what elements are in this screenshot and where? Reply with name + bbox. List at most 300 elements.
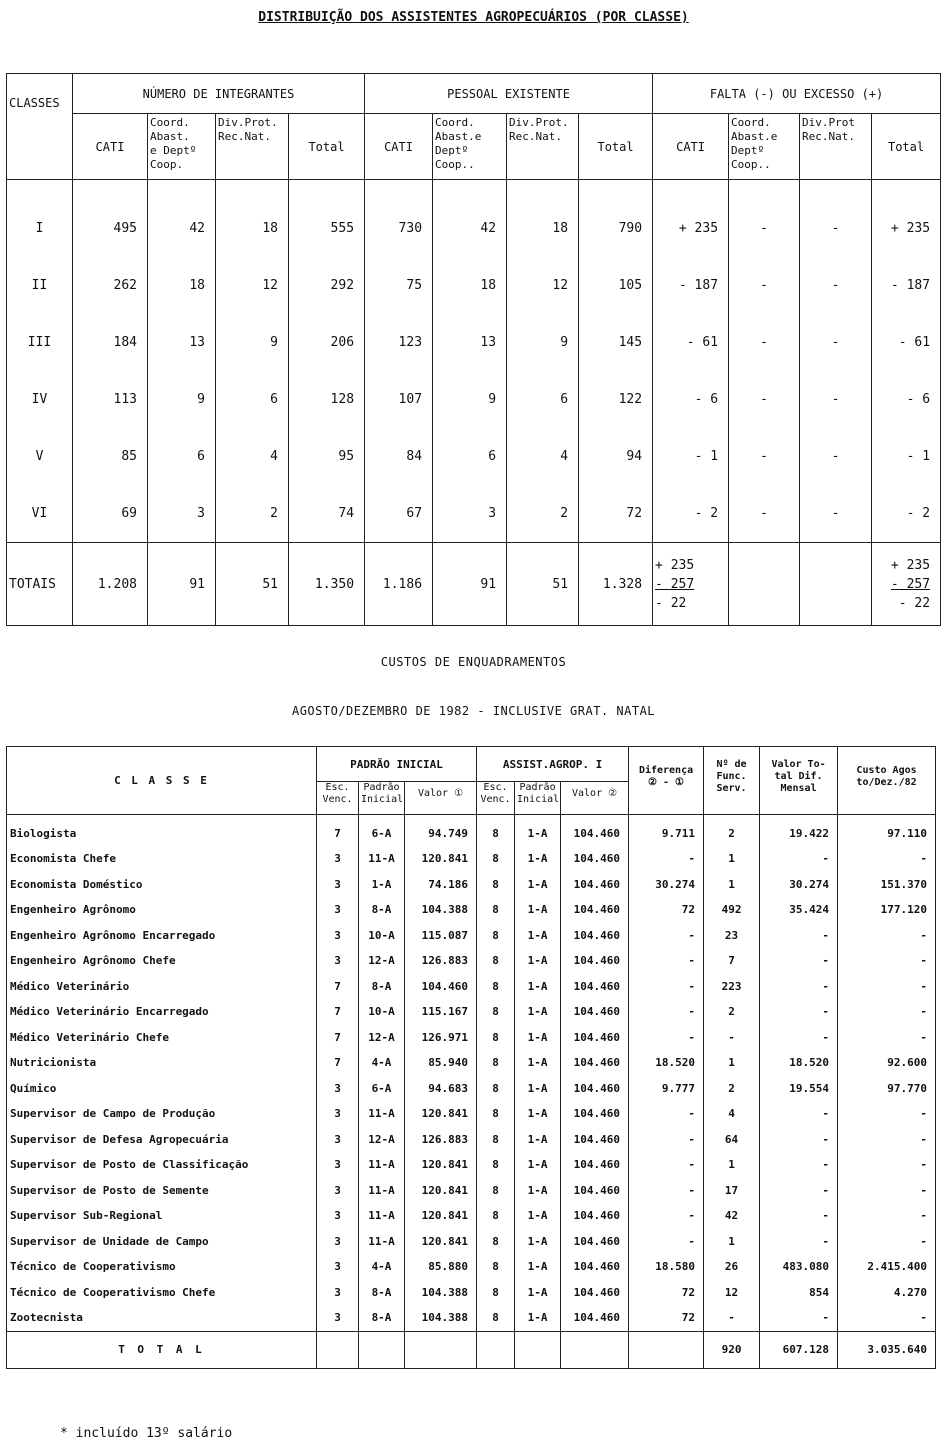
- table-cell: 495: [73, 180, 148, 258]
- table-cell: 11-A: [359, 846, 405, 872]
- period-title: AGOSTO/DEZEMBRO DE 1982 - INCLUSIVE GRAT. NATAL: [291, 704, 656, 718]
- table-cell: -: [838, 923, 936, 949]
- table-cell: 120.841: [405, 1203, 477, 1229]
- table-cell: 2: [704, 814, 760, 846]
- table-cell: 1-A: [515, 1025, 561, 1051]
- sub-total-2: Total: [579, 114, 653, 180]
- table-cell: 120.841: [405, 1152, 477, 1178]
- table-cell: 1-A: [515, 1229, 561, 1255]
- table-cell: 84: [365, 428, 433, 485]
- sub-cati-3: CATI: [653, 114, 729, 180]
- table-cell: 85.940: [405, 1050, 477, 1076]
- table-cell: 104.460: [561, 1127, 629, 1153]
- table-cell: 8-A: [359, 974, 405, 1000]
- table-cell: 94.749: [405, 814, 477, 846]
- table-cell: - 1: [653, 428, 729, 485]
- table-cell: + 235: [872, 180, 941, 258]
- table-cell: 42: [433, 180, 507, 258]
- table-row: [7, 974, 936, 1000]
- table-cell: 115.087: [405, 923, 477, 949]
- table-cell: 104.388: [405, 1305, 477, 1331]
- table-cell: 18: [507, 180, 579, 258]
- sub-div-2: Div.Prot. Rec.Nat.: [507, 114, 579, 180]
- totals-cell: 51: [216, 543, 289, 626]
- table-cell: 104.388: [405, 1280, 477, 1306]
- table-cell: -: [838, 1229, 936, 1255]
- table-row: [7, 897, 936, 923]
- table-cell: 8: [477, 1127, 515, 1153]
- sub-coord-3: Coord. Abast.e Deptº Coop..: [729, 114, 800, 180]
- table-cell: 104.460: [561, 1101, 629, 1127]
- table-cell: 2: [704, 999, 760, 1025]
- table-cell: 3: [317, 1076, 359, 1102]
- table-row: [7, 999, 936, 1025]
- table-cell: -: [629, 1178, 704, 1204]
- table-cell: 104.460: [561, 974, 629, 1000]
- totals-cell: + 235 - 257 - 22: [872, 543, 941, 626]
- table-cell: - 187: [872, 257, 941, 314]
- table-cell: 8: [477, 846, 515, 872]
- distribution-table: [6, 73, 941, 626]
- total-cell: [317, 1331, 359, 1368]
- table-cell: 8: [477, 974, 515, 1000]
- table-cell: 1: [704, 1050, 760, 1076]
- table-cell: -: [629, 948, 704, 974]
- classe-header: C L A S S E: [7, 747, 317, 815]
- table-cell: 8-A: [359, 1280, 405, 1306]
- table-cell: 67: [365, 485, 433, 543]
- table-cell: 12-A: [359, 948, 405, 974]
- totals-row: [7, 543, 941, 626]
- table-cell: 12: [507, 257, 579, 314]
- table-cell: III: [7, 314, 73, 371]
- totals-cell: + 235 - 257 - 22: [653, 543, 729, 626]
- classe-name: Supervisor de Campo de Produção: [7, 1101, 317, 1127]
- table-cell: 3: [317, 1127, 359, 1153]
- assist-header: ASSIST.AGROP. I: [477, 747, 629, 782]
- table-cell: 11-A: [359, 1152, 405, 1178]
- table-cell: 23: [704, 923, 760, 949]
- totals-cell: TOTAIS: [7, 543, 73, 626]
- table-cell: 104.460: [561, 923, 629, 949]
- totals-cell: 1.186: [365, 543, 433, 626]
- sub-coord: Coord. Abast. e Deptº Coop.: [148, 114, 216, 180]
- table-cell: 7: [317, 1050, 359, 1076]
- classe-name: Químico: [7, 1076, 317, 1102]
- table-cell: 18.520: [629, 1050, 704, 1076]
- table-cell: 1-A: [515, 999, 561, 1025]
- table-cell: -: [760, 974, 838, 1000]
- table-cell: 1-A: [515, 948, 561, 974]
- table-cell: 7: [317, 974, 359, 1000]
- table-cell: 3: [148, 485, 216, 543]
- total-cell: [477, 1331, 515, 1368]
- table-cell: 3: [317, 1178, 359, 1204]
- table-cell: 6: [216, 371, 289, 428]
- table-cell: II: [7, 257, 73, 314]
- table-cell: I: [7, 180, 73, 258]
- table-cell: 85.880: [405, 1254, 477, 1280]
- sub-total-3: Total: [872, 114, 941, 180]
- table-cell: 104.460: [561, 948, 629, 974]
- table-cell: 104.460: [561, 1229, 629, 1255]
- table-cell: -: [629, 1101, 704, 1127]
- table-cell: - 187: [653, 257, 729, 314]
- table-cell: 104.460: [561, 1305, 629, 1331]
- table-cell: 1-A: [515, 1203, 561, 1229]
- table-cell: 1: [704, 872, 760, 898]
- table-cell: - 61: [872, 314, 941, 371]
- table-cell: 3: [317, 1229, 359, 1255]
- table-cell: -: [760, 1127, 838, 1153]
- table-cell: 13: [148, 314, 216, 371]
- classe-name: Engenheiro Agrônomo Encarregado: [7, 923, 317, 949]
- table-cell: 1-A: [515, 897, 561, 923]
- table-cell: 6-A: [359, 1076, 405, 1102]
- table-cell: 113: [73, 371, 148, 428]
- table-cell: 9: [433, 371, 507, 428]
- table-cell: 11-A: [359, 1203, 405, 1229]
- table-row: [7, 846, 936, 872]
- table-cell: 8: [477, 1152, 515, 1178]
- table-row: [7, 485, 941, 543]
- table-cell: -: [729, 314, 800, 371]
- table-cell: -: [629, 1229, 704, 1255]
- table-cell: 8: [477, 999, 515, 1025]
- table-cell: 1-A: [515, 1254, 561, 1280]
- table-cell: -: [729, 371, 800, 428]
- table-cell: 292: [289, 257, 365, 314]
- table-cell: 1-A: [515, 974, 561, 1000]
- table-cell: 128: [289, 371, 365, 428]
- table-cell: -: [760, 1178, 838, 1204]
- table-cell: 85: [73, 428, 148, 485]
- table-cell: -: [838, 999, 936, 1025]
- table-cell: 122: [579, 371, 653, 428]
- table-cell: -: [760, 1229, 838, 1255]
- table-cell: 3: [433, 485, 507, 543]
- sub-total: Total: [289, 114, 365, 180]
- table-cell: -: [629, 923, 704, 949]
- main-title: DISTRIBUIÇÃO DOS ASSISTENTES AGROPECUÁRIOS (POR CLASSE): [258, 10, 689, 25]
- valor-total-header: Valor To- tal Dif. Mensal: [760, 747, 838, 815]
- table-cell: 1-A: [359, 872, 405, 898]
- table-cell: -: [629, 999, 704, 1025]
- classes-header: CLASSES: [7, 74, 73, 180]
- table-cell: - 6: [872, 371, 941, 428]
- table-row: [7, 428, 941, 485]
- table-cell: 97.110: [838, 814, 936, 846]
- table-cell: -: [760, 1025, 838, 1051]
- table-cell: 30.274: [760, 872, 838, 898]
- table-cell: 72: [629, 1305, 704, 1331]
- padrao-header: PADRÃO INICIAL: [317, 747, 477, 782]
- table-cell: 177.120: [838, 897, 936, 923]
- table-cell: -: [838, 974, 936, 1000]
- table-cell: 2: [216, 485, 289, 543]
- table-cell: 104.460: [561, 1050, 629, 1076]
- table-cell: -: [760, 1305, 838, 1331]
- table-cell: -: [800, 428, 872, 485]
- table-cell: 2: [704, 1076, 760, 1102]
- table-cell: 120.841: [405, 1101, 477, 1127]
- table-cell: -: [800, 371, 872, 428]
- table-cell: -: [629, 1203, 704, 1229]
- table-cell: 94: [579, 428, 653, 485]
- table-cell: 206: [289, 314, 365, 371]
- table-cell: 13: [433, 314, 507, 371]
- table-cell: -: [760, 923, 838, 949]
- table-cell: 1-A: [515, 923, 561, 949]
- classe-name: Médico Veterinário: [7, 974, 317, 1000]
- sub-cati-2: CATI: [365, 114, 433, 180]
- table-cell: 18.580: [629, 1254, 704, 1280]
- table-cell: V: [7, 428, 73, 485]
- table-row: [7, 1280, 936, 1306]
- table-cell: 74.186: [405, 872, 477, 898]
- table-cell: 3: [317, 923, 359, 949]
- totals-cell: 1.350: [289, 543, 365, 626]
- classe-name: Técnico de Cooperativismo Chefe: [7, 1280, 317, 1306]
- custo-header: Custo Agos to/Dez./82: [838, 747, 936, 815]
- table-row: [7, 180, 941, 258]
- table-row: [7, 1101, 936, 1127]
- table-row: [7, 1254, 936, 1280]
- table-cell: -: [838, 846, 936, 872]
- table-cell: 3: [317, 846, 359, 872]
- table-cell: -: [629, 1025, 704, 1051]
- table-cell: 151.370: [838, 872, 936, 898]
- costs-title: CUSTOS DE ENQUADRAMENTOS: [380, 655, 567, 669]
- total-cell: 920: [704, 1331, 760, 1368]
- table-cell: 8: [477, 1025, 515, 1051]
- table-cell: 19.422: [760, 814, 838, 846]
- table-row: [7, 314, 941, 371]
- totals-cell: 1.328: [579, 543, 653, 626]
- table-cell: -: [800, 180, 872, 258]
- table-cell: 9: [148, 371, 216, 428]
- classe-name: Zootecnista: [7, 1305, 317, 1331]
- table-cell: 9.777: [629, 1076, 704, 1102]
- table-cell: 6: [148, 428, 216, 485]
- table-cell: 104.460: [561, 999, 629, 1025]
- table-cell: 104.388: [405, 897, 477, 923]
- table-cell: 104.460: [561, 1280, 629, 1306]
- table-cell: 483.080: [760, 1254, 838, 1280]
- table-cell: - 2: [872, 485, 941, 543]
- table-cell: 10-A: [359, 999, 405, 1025]
- table-cell: -: [800, 257, 872, 314]
- table-cell: 18: [433, 257, 507, 314]
- classe-name: Médico Veterinário Encarregado: [7, 999, 317, 1025]
- table-cell: -: [629, 1152, 704, 1178]
- table-cell: 18.520: [760, 1050, 838, 1076]
- table-row: [7, 1127, 936, 1153]
- footnote: * incluído 13º salário: [60, 1426, 233, 1441]
- table-row: [7, 1305, 936, 1331]
- table-cell: 104.460: [561, 814, 629, 846]
- sub-coord-2: Coord. Abast.e Deptº Coop..: [433, 114, 507, 180]
- classe-name: Engenheiro Agrônomo: [7, 897, 317, 923]
- table-cell: 2: [507, 485, 579, 543]
- totals-cell: 91: [433, 543, 507, 626]
- esc-venc-header: Esc. Venc.: [317, 782, 359, 815]
- total-cell: [629, 1331, 704, 1368]
- table-cell: 120.841: [405, 1229, 477, 1255]
- table-cell: 30.274: [629, 872, 704, 898]
- table-cell: 92.600: [838, 1050, 936, 1076]
- table-cell: 104.460: [561, 1203, 629, 1229]
- table-cell: -: [838, 1203, 936, 1229]
- table-cell: 11-A: [359, 1178, 405, 1204]
- table-cell: -: [760, 1203, 838, 1229]
- table-cell: 104.460: [561, 846, 629, 872]
- table-cell: 1-A: [515, 1152, 561, 1178]
- table-cell: 1-A: [515, 872, 561, 898]
- table-cell: 120.841: [405, 846, 477, 872]
- table-cell: 4: [704, 1101, 760, 1127]
- table-cell: 223: [704, 974, 760, 1000]
- classe-name: Supervisor de Defesa Agropecuária: [7, 1127, 317, 1153]
- table-cell: 7: [317, 814, 359, 846]
- table-row: [7, 872, 936, 898]
- table-cell: 1-A: [515, 1280, 561, 1306]
- table-cell: 26: [704, 1254, 760, 1280]
- table-cell: -: [760, 1101, 838, 1127]
- total-cell: 3.035.640: [838, 1331, 936, 1368]
- table-cell: 104.460: [405, 974, 477, 1000]
- table-cell: -: [800, 314, 872, 371]
- table-cell: 12-A: [359, 1127, 405, 1153]
- table-cell: 104.460: [561, 1152, 629, 1178]
- table-cell: 97.770: [838, 1076, 936, 1102]
- table-cell: 107: [365, 371, 433, 428]
- classe-name: Engenheiro Agrônomo Chefe: [7, 948, 317, 974]
- classe-name: Técnico de Cooperativismo: [7, 1254, 317, 1280]
- table-cell: 262: [73, 257, 148, 314]
- table-cell: 104.460: [561, 1178, 629, 1204]
- table-cell: 75: [365, 257, 433, 314]
- table-cell: 1-A: [515, 846, 561, 872]
- table-cell: 3: [317, 1101, 359, 1127]
- table-row: [7, 1229, 936, 1255]
- group-header-integrantes: NÚMERO DE INTEGRANTES: [73, 74, 365, 114]
- table-cell: 7: [704, 948, 760, 974]
- table-cell: -: [629, 846, 704, 872]
- table-cell: 104.460: [561, 897, 629, 923]
- totals-cell: [729, 543, 800, 626]
- table-cell: -: [760, 1152, 838, 1178]
- table-cell: 12: [704, 1280, 760, 1306]
- table-cell: 8: [477, 1254, 515, 1280]
- table-cell: - 2: [653, 485, 729, 543]
- table-cell: 104.460: [561, 1254, 629, 1280]
- table-cell: 6-A: [359, 814, 405, 846]
- total-cell: [515, 1331, 561, 1368]
- table-cell: 1: [704, 1229, 760, 1255]
- table-cell: 18: [216, 180, 289, 258]
- diferenca-header: Diferença ② - ①: [629, 747, 704, 815]
- totals-cell: [800, 543, 872, 626]
- table-cell: 3: [317, 948, 359, 974]
- table-cell: 1-A: [515, 1127, 561, 1153]
- classe-name: Supervisor de Posto de Semente: [7, 1178, 317, 1204]
- table-cell: 6: [433, 428, 507, 485]
- table-cell: 126.883: [405, 1127, 477, 1153]
- table-cell: 145: [579, 314, 653, 371]
- table-cell: 9: [507, 314, 579, 371]
- table-cell: 19.554: [760, 1076, 838, 1102]
- table-cell: -: [729, 180, 800, 258]
- group-header-falta: FALTA (-) OU EXCESSO (+): [653, 74, 941, 114]
- table-cell: 9: [216, 314, 289, 371]
- table-row: [7, 923, 936, 949]
- table-cell: 8: [477, 1050, 515, 1076]
- table-cell: 8-A: [359, 897, 405, 923]
- table-cell: -: [729, 257, 800, 314]
- table-cell: 126.883: [405, 948, 477, 974]
- table-cell: 1-A: [515, 1101, 561, 1127]
- table-cell: 72: [579, 485, 653, 543]
- table-cell: 3: [317, 1280, 359, 1306]
- total-cell: [561, 1331, 629, 1368]
- classe-name: Economista Doméstico: [7, 872, 317, 898]
- table-cell: - 61: [653, 314, 729, 371]
- classe-name: Supervisor Sub-Regional: [7, 1203, 317, 1229]
- table-cell: 126.971: [405, 1025, 477, 1051]
- table-cell: -: [800, 485, 872, 543]
- table-cell: 64: [704, 1127, 760, 1153]
- table-cell: 1-A: [515, 1076, 561, 1102]
- table-cell: 95: [289, 428, 365, 485]
- table-row: [7, 1203, 936, 1229]
- table-cell: -: [760, 948, 838, 974]
- table-cell: 11-A: [359, 1229, 405, 1255]
- table-cell: 7: [317, 999, 359, 1025]
- table-cell: 69: [73, 485, 148, 543]
- totals-cell: 91: [148, 543, 216, 626]
- table-cell: 12: [216, 257, 289, 314]
- func-header: Nº de Func. Serv.: [704, 747, 760, 815]
- table-cell: -: [704, 1305, 760, 1331]
- table-cell: 10-A: [359, 923, 405, 949]
- table-cell: 74: [289, 485, 365, 543]
- sub-div: Div.Prot. Rec.Nat.: [216, 114, 289, 180]
- padrao-inicial-header-2: Padrão Inicial: [515, 782, 561, 815]
- total-label: T O T A L: [7, 1331, 317, 1368]
- table-cell: 1-A: [515, 1178, 561, 1204]
- totals-cell: 51: [507, 543, 579, 626]
- table-cell: -: [838, 1025, 936, 1051]
- table-cell: 790: [579, 180, 653, 258]
- sub-div-3: Div.Prot Rec.Nat.: [800, 114, 872, 180]
- table-cell: 104.460: [561, 1076, 629, 1102]
- table-cell: 72: [629, 1280, 704, 1306]
- table-cell: -: [760, 846, 838, 872]
- table-cell: - 1: [872, 428, 941, 485]
- table-cell: -: [704, 1025, 760, 1051]
- table-cell: -: [729, 428, 800, 485]
- total-cell: [405, 1331, 477, 1368]
- table-row: [7, 948, 936, 974]
- table-cell: 8: [477, 897, 515, 923]
- table-cell: -: [838, 1152, 936, 1178]
- table-cell: 8: [477, 1229, 515, 1255]
- table-row: [7, 257, 941, 314]
- table-cell: 3: [317, 1305, 359, 1331]
- classe-name: Nutricionista: [7, 1050, 317, 1076]
- table-cell: -: [729, 485, 800, 543]
